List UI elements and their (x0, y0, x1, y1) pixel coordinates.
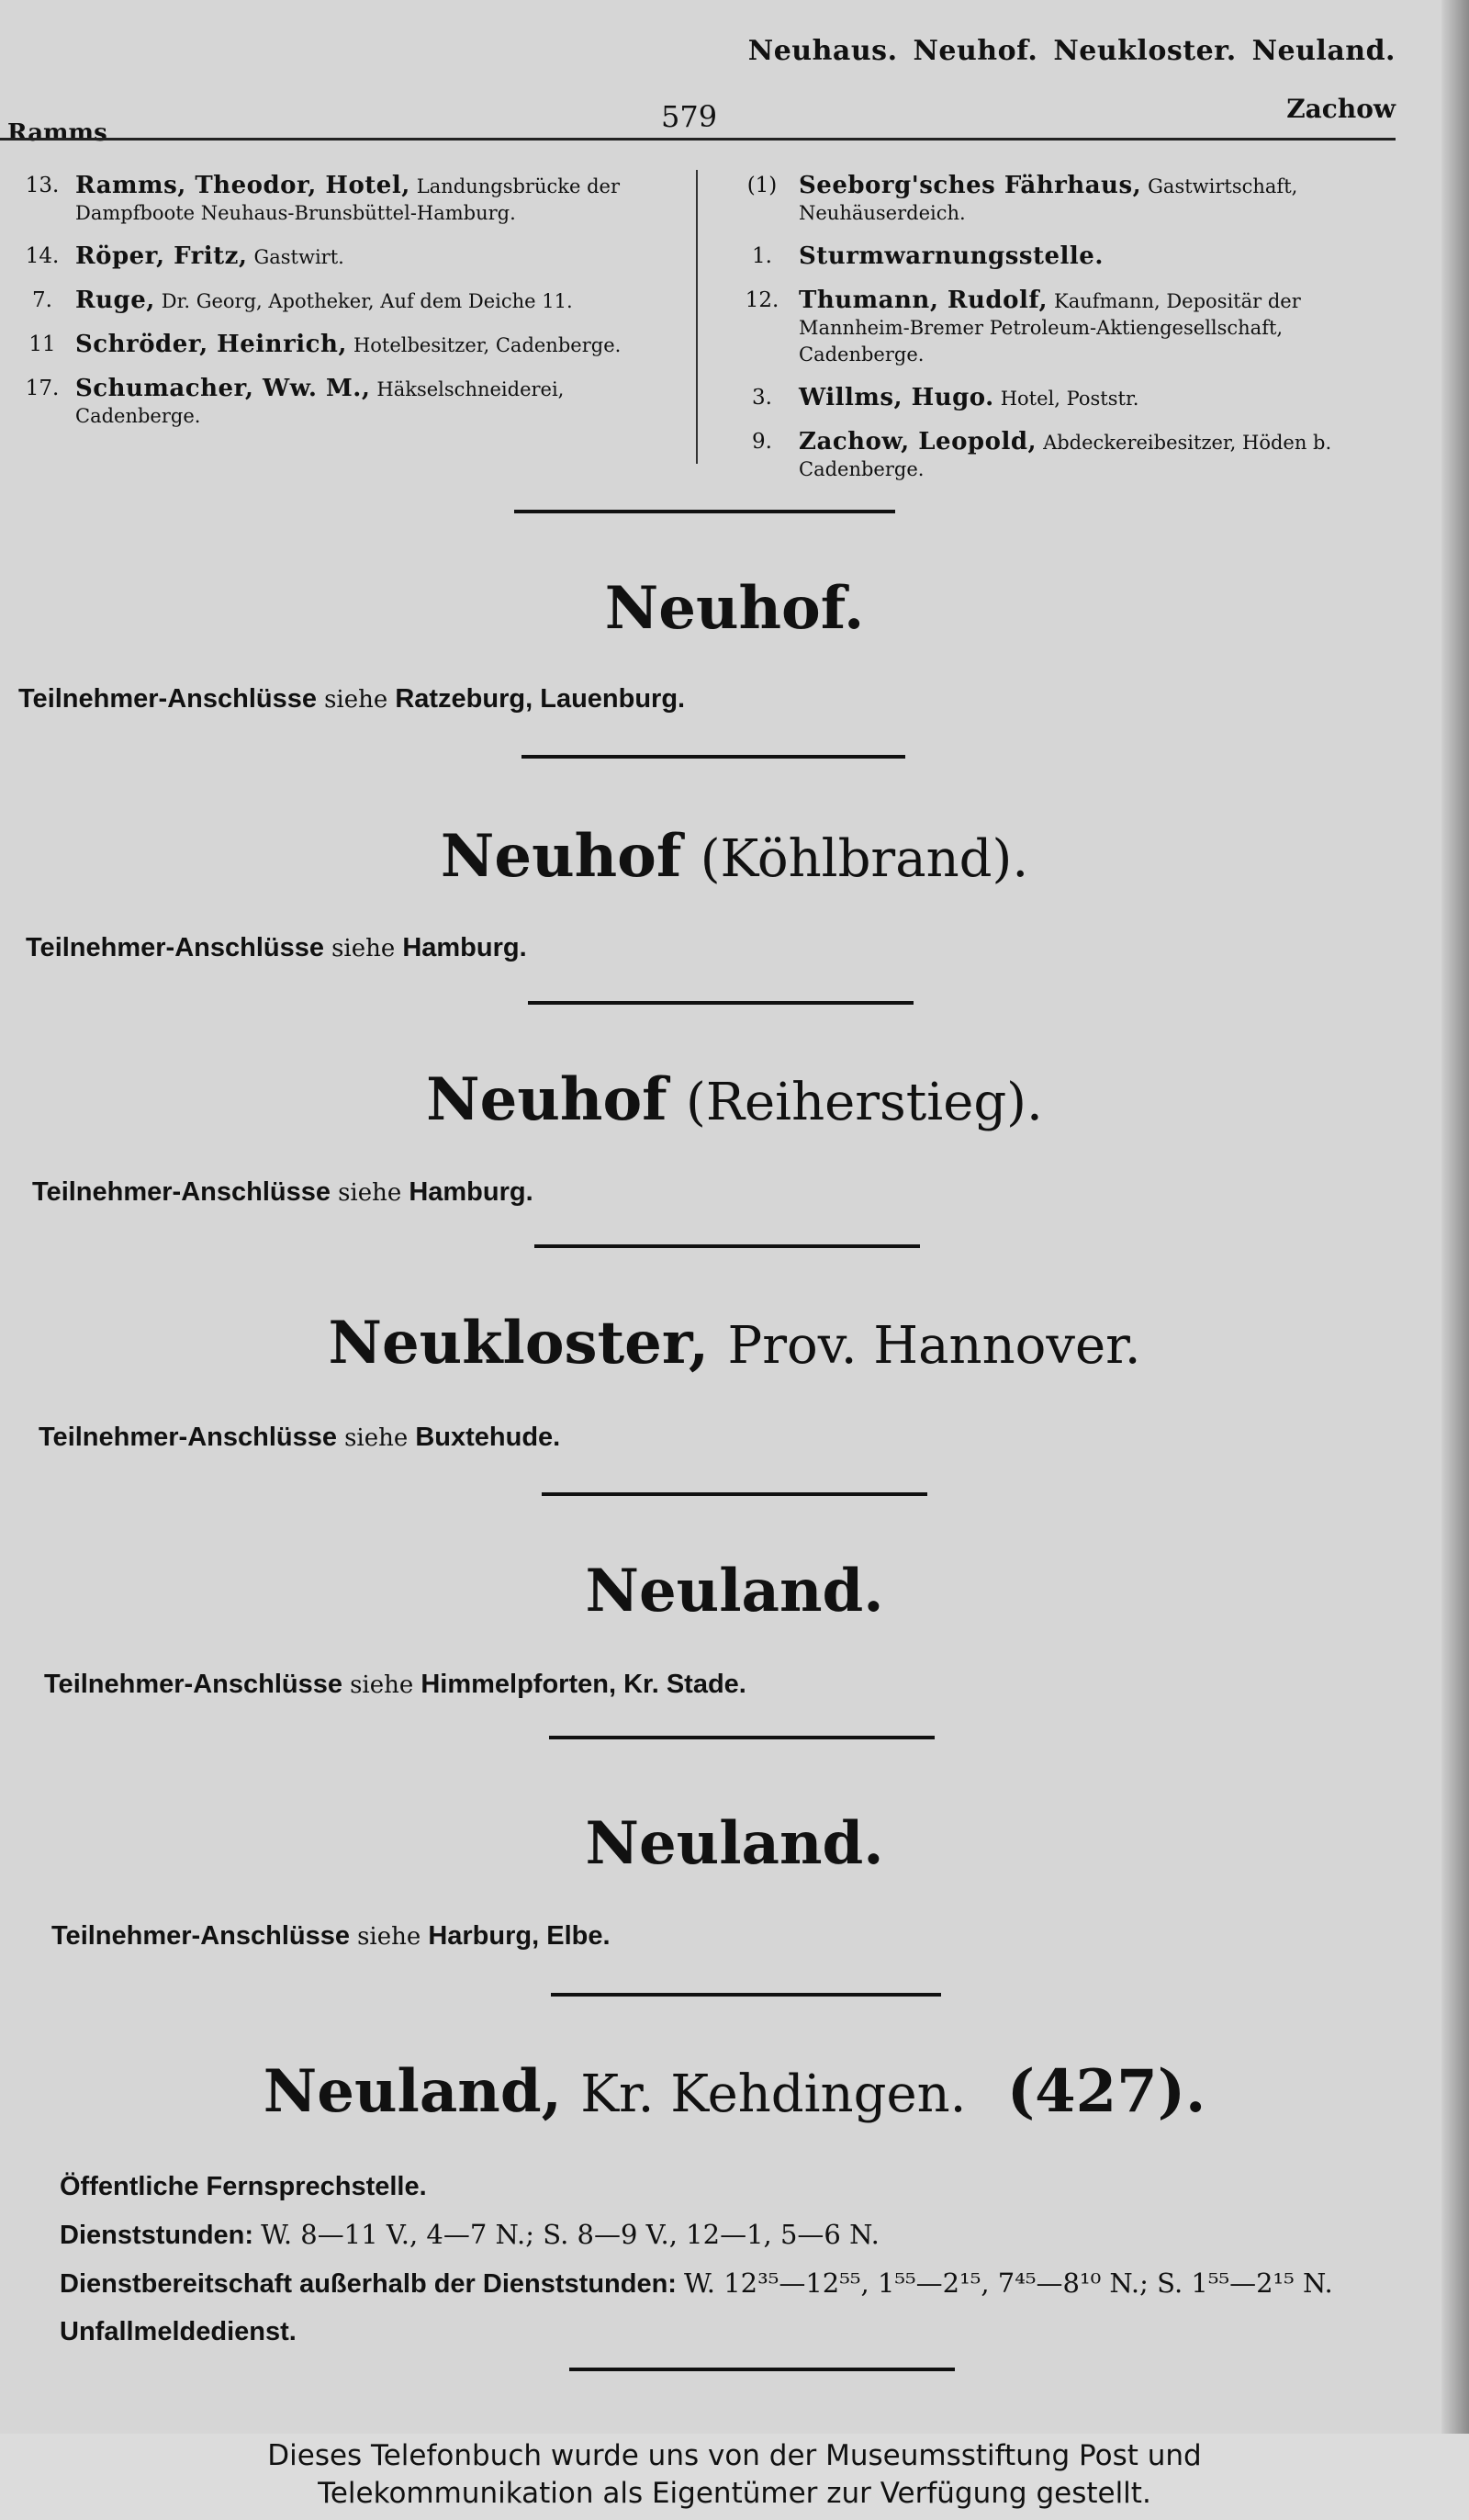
reference-see: siehe (324, 686, 388, 714)
reference-label: Teilnehmer-Anschlüsse (39, 1423, 338, 1452)
page-number: 579 (661, 99, 718, 134)
entry-number: 3. (752, 386, 772, 410)
place-name: Neuland. (585, 1557, 884, 1626)
reference-see: siehe (344, 1424, 409, 1452)
entry-number: 13. (25, 174, 60, 197)
info-line-emergency: Unfallmeldedienst. (60, 2317, 297, 2346)
place-name: Neuhof. (604, 574, 865, 643)
reference-target: Harburg, Elbe. (428, 1921, 611, 1951)
entry-name: Zachow, Leopold, (799, 428, 1037, 456)
office-hours-text: W. 8—11 V., 4—7 N.; S. 8—9 V., 12—1, 5—6 N. (261, 2219, 880, 2250)
column-separator (696, 170, 698, 464)
reference-target: Buxtehude. (415, 1423, 561, 1452)
place-name: Neukloster, (328, 1309, 710, 1378)
entry-number: 11 (28, 332, 56, 356)
reference-see: siehe (338, 1179, 402, 1207)
place-heading (0, 1309, 1469, 1378)
place-heading (0, 1557, 1469, 1626)
entry-number: (1) (746, 174, 778, 197)
entry-name: Ramms, Theodor, Hotel, (75, 172, 410, 199)
list-item (9, 332, 684, 359)
place-heading (0, 822, 1469, 891)
section-divider (534, 1244, 920, 1248)
place-heading (0, 574, 1469, 643)
place-qualifier: Kr. Kehdingen. (580, 2064, 967, 2124)
reference-see: siehe (350, 1671, 414, 1699)
list-item (9, 243, 684, 271)
subscriber-reference (18, 684, 685, 714)
section-divider (551, 1993, 941, 1997)
section-divider (528, 1001, 914, 1005)
entry-detail: Hotel, Poststr. (1000, 388, 1139, 410)
entry-number: 14. (25, 244, 60, 268)
section-divider (521, 755, 905, 759)
place-qualifier: (Köhlbrand). (700, 829, 1029, 889)
list-item (725, 429, 1405, 483)
entry-number: 9. (752, 430, 772, 454)
place-name: Neuhof (440, 822, 682, 891)
place-section (0, 2057, 1469, 2126)
entry-name: Schumacher, Ww. M., (75, 375, 371, 402)
subscriber-reference (44, 1670, 746, 1700)
standby-hours-text: W. 12³⁵—12⁵⁵, 1⁵⁵—2¹⁵, 7⁴⁵—8¹⁰ N.; S. 1⁵⁵—2¹⁵ N. (684, 2267, 1333, 2299)
reference-label: Teilnehmer-Anschlüsse (32, 1177, 331, 1207)
section-divider (542, 1492, 927, 1496)
listing-column-right (725, 173, 1405, 500)
exchange-code: (427). (1006, 2057, 1206, 2126)
list-item (9, 173, 684, 227)
entry-detail: Dr. Georg, Apotheker, Auf dem Deiche 11. (161, 290, 573, 312)
entry-detail: Gastwirtschaft, Neuhäuserdeich. (799, 175, 1298, 224)
list-item (725, 287, 1405, 368)
place-section (0, 822, 1469, 891)
info-line-public-station: Öffentliche Fernsprechstelle. (60, 2172, 427, 2201)
reference-target: Ratzeburg, Lauenburg. (395, 684, 686, 714)
entry-name: Seeborg'sches Fährhaus, (799, 172, 1142, 199)
place-section (0, 1309, 1469, 1378)
entry-number: 17. (25, 377, 60, 400)
place-heading (0, 1065, 1469, 1134)
reference-target: Himmelpforten, Kr. Stade. (421, 1670, 746, 1699)
place-section (0, 574, 1469, 643)
entry-number: 1. (752, 244, 772, 268)
reference-label: Teilnehmer-Anschlüsse (18, 684, 318, 714)
place-section (0, 1809, 1469, 1878)
entry-detail: Abdeckereibesitzer, Höden b. Cadenberge. (799, 432, 1332, 480)
entry-name: Schröder, Heinrich, (75, 331, 347, 358)
place-section (0, 1065, 1469, 1134)
list-item (9, 376, 684, 430)
copyright-line-2: Telekommunikation als Eigentümer zur Verfügung gestellt. (318, 2477, 1151, 2510)
place-name: Neuhof (426, 1065, 667, 1134)
place-section (0, 1557, 1469, 1626)
subscriber-reference (39, 1423, 560, 1453)
entry-detail: Hotelbesitzer, Cadenberge. (353, 334, 622, 356)
place-heading (0, 1809, 1469, 1878)
place-qualifier: (Reiherstieg). (686, 1073, 1043, 1132)
entry-name: Willms, Hugo. (799, 384, 994, 411)
subscriber-reference (32, 1177, 533, 1208)
reference-see: siehe (331, 935, 396, 962)
reference-label: Teilnehmer-Anschlüsse (44, 1670, 343, 1699)
running-head: Neuhaus. Neuhof. Neukloster. Neuland. (747, 35, 1396, 67)
exchange-info (60, 2163, 1333, 2356)
reference-see: siehe (357, 1923, 421, 1951)
entry-detail: Häkselschneiderei, Cadenberge. (75, 378, 565, 427)
place-name: Neuland, (263, 2057, 562, 2126)
entry-number: 7. (32, 288, 52, 312)
place-qualifier: Prov. Hannover. (727, 1316, 1141, 1376)
reference-target: Hamburg. (402, 933, 527, 962)
list-item (725, 385, 1405, 412)
section-divider (569, 2368, 955, 2371)
entry-name: Thumann, Rudolf, (799, 287, 1048, 314)
reference-label: Teilnehmer-Anschlüsse (51, 1921, 351, 1951)
reference-target: Hamburg. (409, 1177, 533, 1207)
entry-detail: Kaufmann, Depositär der Mannheim-Bremer Petroleum-Aktiengesellschaft, Cadenberge. (799, 290, 1301, 366)
entry-name: Röper, Fritz, (75, 242, 248, 270)
entry-name: Ruge, (75, 287, 155, 314)
copyright-notice (0, 2434, 1469, 2520)
list-item (725, 173, 1405, 227)
place-name: Neuland. (585, 1809, 884, 1878)
subscriber-reference (51, 1921, 611, 1952)
header-rule (0, 138, 1396, 141)
entry-detail: Landungsbrücke der Dampfboote Neuhaus-Brunsbüttel-Hamburg. (75, 175, 620, 224)
guide-word-right: Zachow (1286, 94, 1396, 124)
section-divider (514, 510, 895, 513)
listing-column-left (9, 173, 684, 446)
entry-name: Sturmwarnungsstelle. (799, 242, 1104, 270)
subscriber-reference (26, 933, 527, 963)
copyright-line-1: Dieses Telefonbuch wurde uns von der Museumsstiftung Post und (267, 2439, 1202, 2472)
info-line-office-hours: Dienststunden: W. 8—11 V., 4—7 N.; S. 8—9 V., 12—1, 5—6 N. (60, 2219, 880, 2250)
info-line-standby: Dienstbereitschaft außerhalb der Dienststunden: W. 12³⁵—12⁵⁵, 1⁵⁵—2¹⁵, 7⁴⁵—8¹⁰ N.; S. 1⁵⁵—2¹⁵ N. (60, 2267, 1333, 2299)
section-divider (549, 1736, 935, 1739)
list-item (725, 243, 1405, 271)
entry-number: 12. (745, 288, 779, 312)
guide-word-left: Ramms (7, 119, 107, 147)
place-heading (0, 2057, 1469, 2126)
entry-detail: Gastwirt. (253, 246, 344, 268)
list-item (9, 287, 684, 315)
reference-label: Teilnehmer-Anschlüsse (26, 933, 325, 962)
